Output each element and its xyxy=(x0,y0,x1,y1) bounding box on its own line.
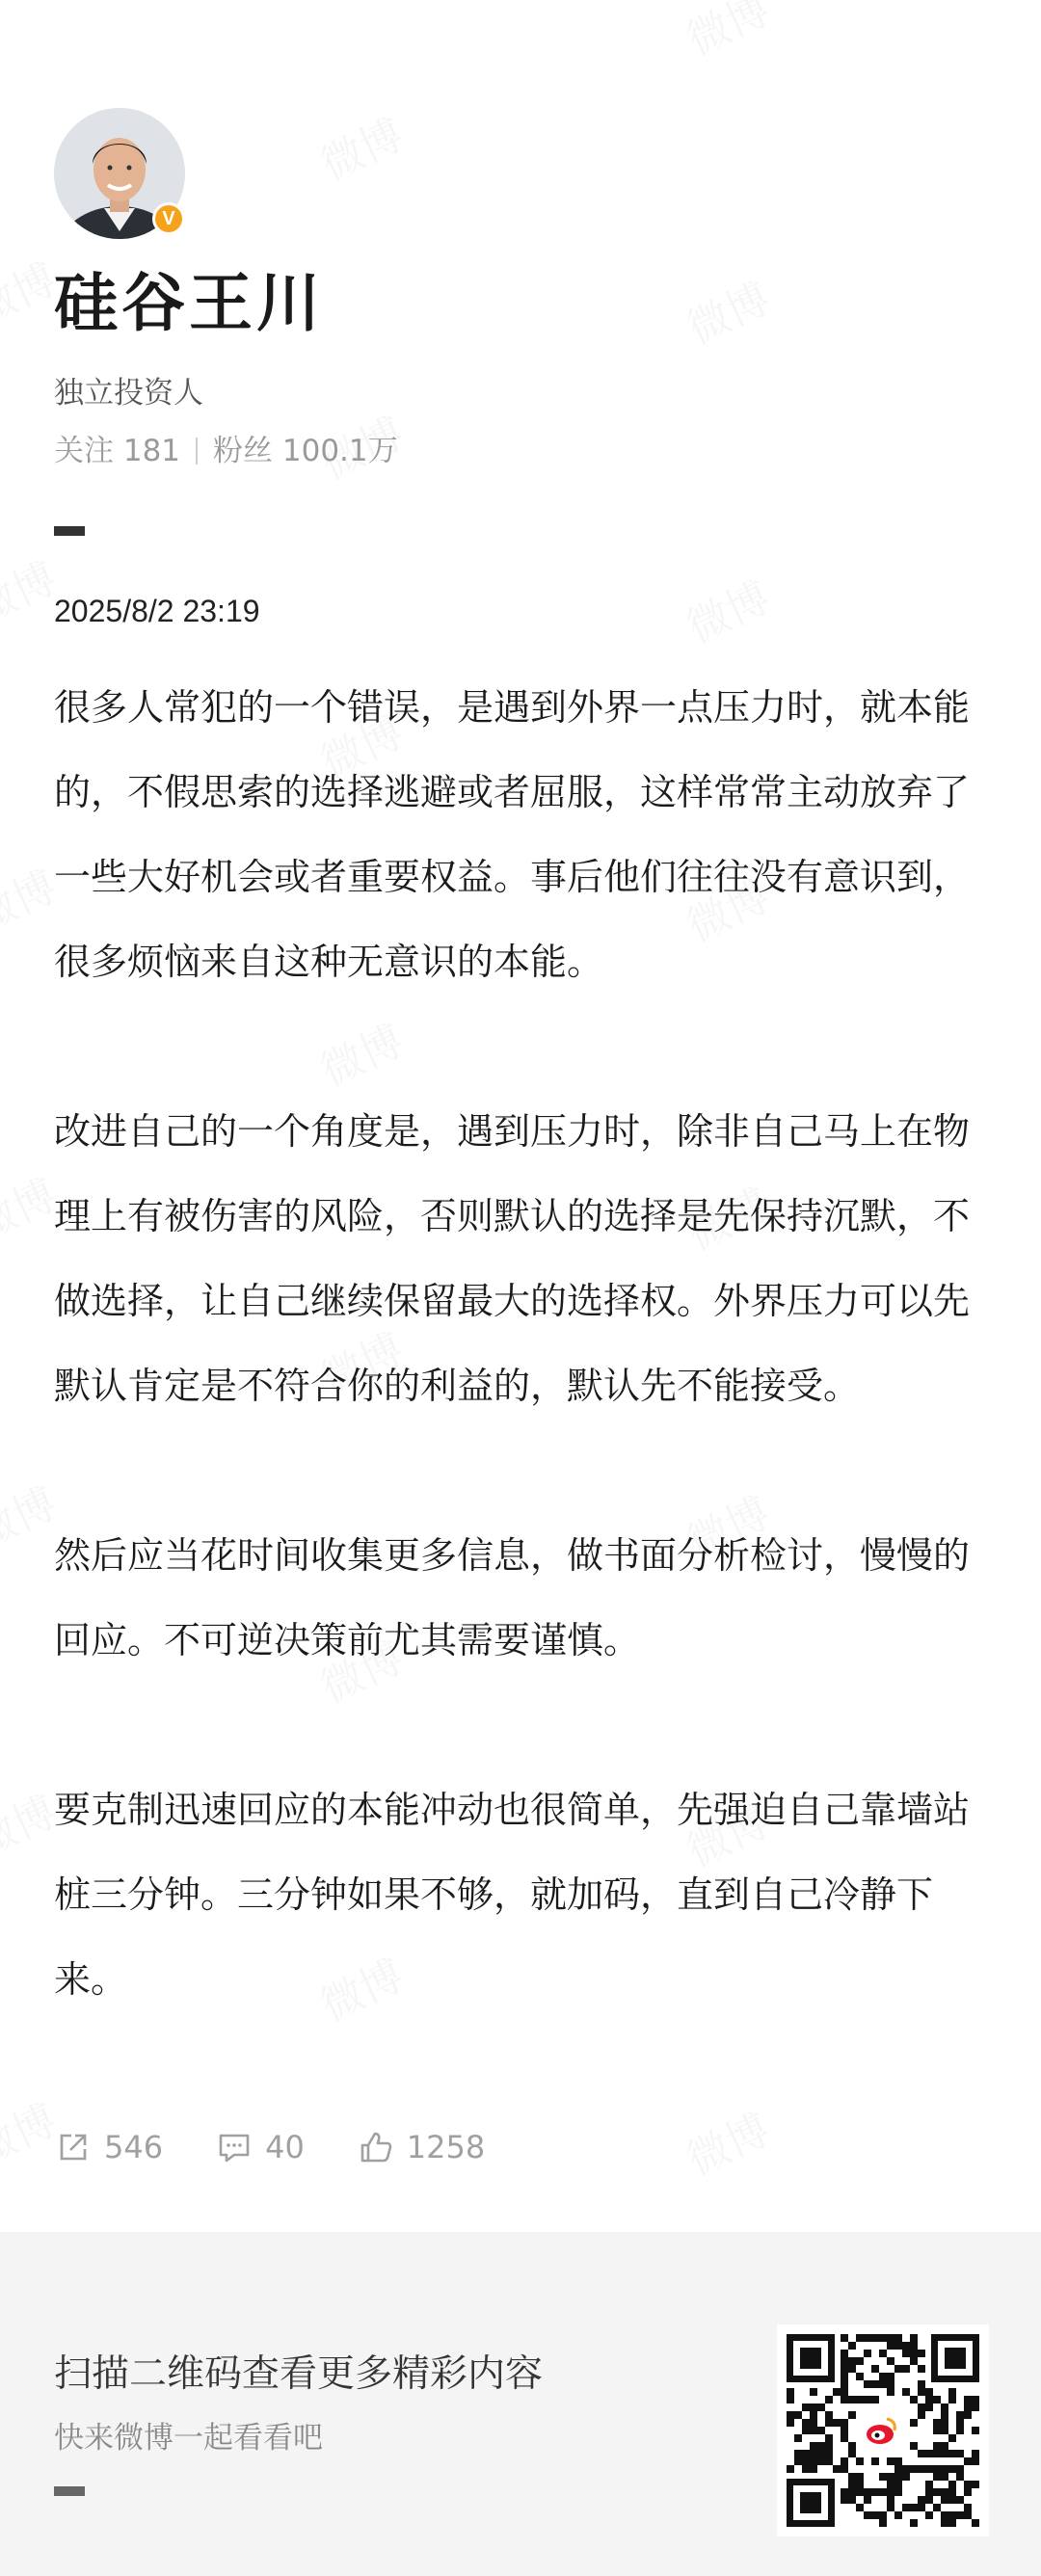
watermark xyxy=(676,264,779,356)
profile-name[interactable]: 硅谷王川 xyxy=(54,266,324,340)
followers-count[interactable]: 粉丝 100.1万 xyxy=(213,434,398,468)
following-count[interactable]: 关注 181 xyxy=(54,434,181,468)
qr-code[interactable] xyxy=(777,2324,989,2536)
stat-separator xyxy=(196,438,198,465)
section-divider xyxy=(54,526,85,536)
qr-footer xyxy=(0,2232,1041,2576)
like-button[interactable] xyxy=(357,2128,485,2166)
comment-button[interactable] xyxy=(215,2128,305,2166)
comment-icon xyxy=(215,2128,254,2166)
watermark xyxy=(309,100,413,192)
footer-subtitle: 快来微博一起看看吧 xyxy=(54,2421,323,2456)
qr-code-image xyxy=(777,2324,989,2536)
share-count: 546 xyxy=(104,2129,164,2165)
profile-bio: 独立投资人 xyxy=(54,376,203,411)
share-button[interactable] xyxy=(54,2128,163,2166)
watermark xyxy=(676,0,779,67)
verified-icon: V xyxy=(152,202,185,235)
watermark xyxy=(676,2095,779,2187)
post-paragraph: 很多人常犯的一个错误，是遇到外界一点压力时，就本能的，不假思索的选择逃避或者屈服，这样常常主动放弃了一些大好机会或者重要权益。事后他们往往没有意识到，很多烦恼来自这种无意识的本能。 xyxy=(54,686,971,983)
footer-title: 扫描二维码查看更多精彩内容 xyxy=(54,2352,544,2396)
comment-count: 40 xyxy=(265,2129,305,2165)
post-actions xyxy=(54,2128,537,2166)
post-timestamp: 2025/8/2 23:19 xyxy=(54,594,260,628)
footer-divider xyxy=(54,2486,85,2496)
post-paragraph: 改进自己的一个角度是，遇到压力时，除非自己马上在物理上有被伤害的风险，否则默认的选择是先保持沉默，不做选择，让自己继续保留最大的选择权。外界压力可以先默认肯定是不符合你的利益的，默认先不能接受。 xyxy=(54,1110,971,1407)
watermark xyxy=(676,563,779,654)
share-icon xyxy=(54,2128,93,2166)
like-icon xyxy=(357,2128,395,2166)
profile-stats xyxy=(54,430,398,472)
post-paragraph: 要克制迅速回应的本能冲动也很简单，先强迫自己靠墙站桩三分钟。三分钟如果不够，就加码，直到自己冷静下来。 xyxy=(54,1789,971,2001)
post-body xyxy=(54,665,989,2107)
post-paragraph: 然后应当花时间收集更多信息，做书面分析检讨，慢慢的回应。不可逆决策前尤其需要谨慎。 xyxy=(54,1534,971,1661)
like-count: 1258 xyxy=(406,2129,486,2165)
